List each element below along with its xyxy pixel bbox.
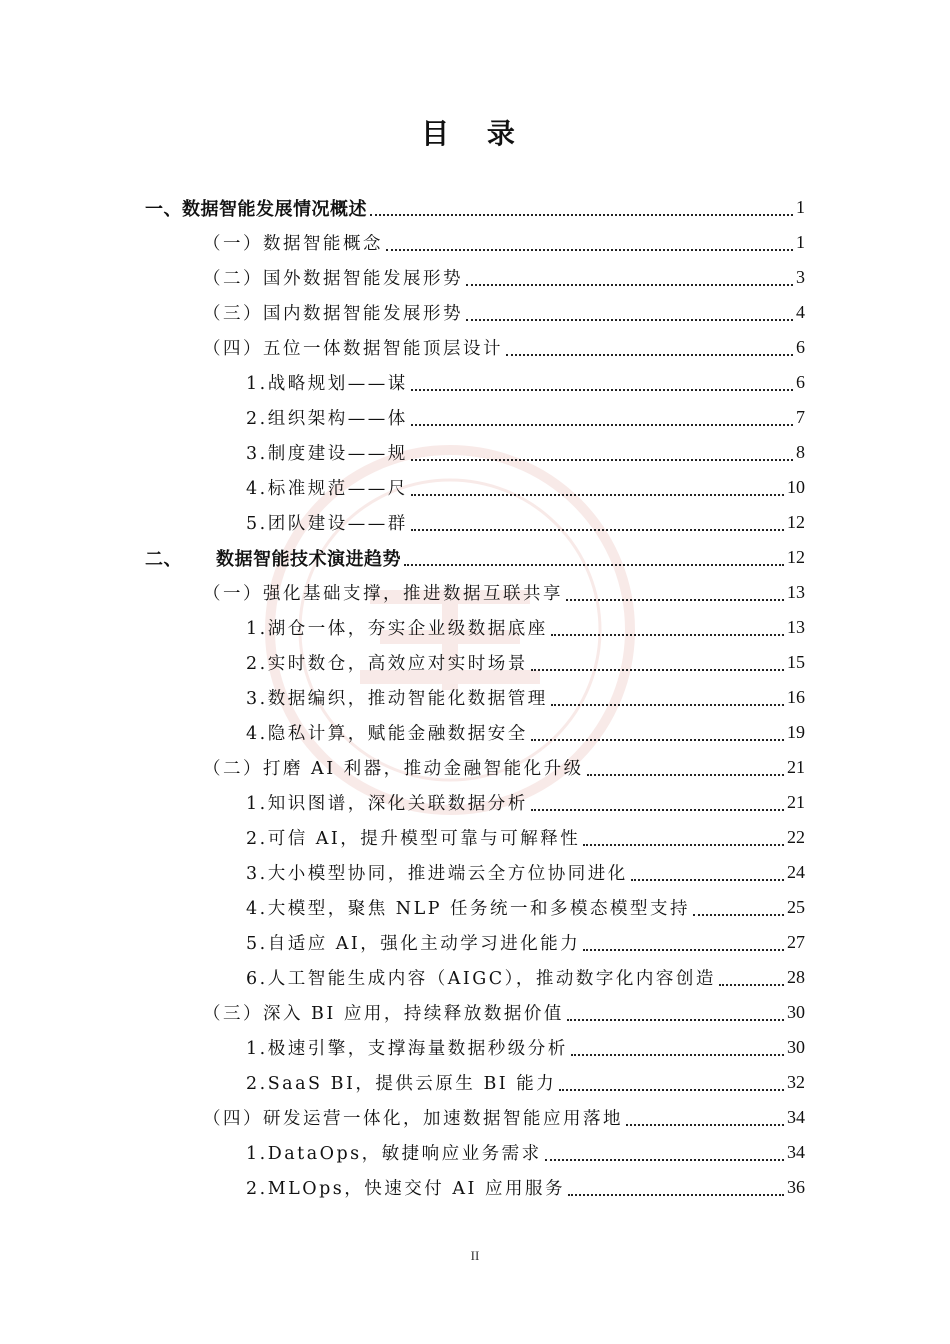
toc-entry-title: 4.标准规范——尺 xyxy=(246,479,408,499)
toc-entry[interactable] xyxy=(203,750,805,785)
toc-entry-title: 1.知识图谱，深化关联数据分析 xyxy=(246,794,528,814)
toc-entry[interactable] xyxy=(246,470,805,505)
dot-leader xyxy=(551,634,784,636)
toc-entry-title: （一）强化基础支撑，推进数据互联共享 xyxy=(203,584,563,604)
page-title: 目 录 xyxy=(421,117,529,150)
toc-entry[interactable] xyxy=(246,1030,805,1065)
toc-entry-title: 5.自适应 AI，强化主动学习进化能力 xyxy=(246,934,581,954)
toc-entry-page: 32 xyxy=(787,1072,805,1092)
dot-leader xyxy=(567,1019,784,1021)
toc-entry-page: 15 xyxy=(787,652,805,672)
toc-entry-title: 2.SaaS BI，提供云原生 BI 能力 xyxy=(246,1074,557,1094)
dot-leader xyxy=(411,494,784,496)
toc-entry-title: （四）研发运营一体化，加速数据智能应用落地 xyxy=(203,1109,623,1129)
toc-entry-page: 13 xyxy=(787,617,805,637)
toc-entry[interactable] xyxy=(203,225,805,260)
dot-leader xyxy=(411,529,784,531)
toc-entry[interactable] xyxy=(246,645,805,680)
toc-entry-title: （四）五位一体数据智能顶层设计 xyxy=(203,339,503,359)
toc-entry-title: 3.制度建设——规 xyxy=(246,444,408,464)
toc-entry-title: 6.人工智能生成内容（AIGC），推动数字化内容创造 xyxy=(246,969,716,989)
toc-entry-page: 30 xyxy=(787,1037,805,1057)
toc-entry-title: 4.大模型，聚焦 NLP 任务统一和多模态模型支持 xyxy=(246,899,691,919)
toc-entry-page: 10 xyxy=(787,477,805,497)
toc-entry-page: 13 xyxy=(787,582,805,602)
toc-entry[interactable] xyxy=(246,785,805,820)
dot-leader xyxy=(466,319,793,321)
toc-entry-page: 21 xyxy=(787,792,805,812)
toc-entry-title: 2.组织架构——体 xyxy=(246,409,408,429)
toc-entry-title: （三）深入 BI 应用，持续释放数据价值 xyxy=(203,1004,564,1024)
toc-entry-page: 25 xyxy=(787,897,805,917)
toc-entry[interactable] xyxy=(203,295,805,330)
dot-leader xyxy=(719,984,784,986)
toc-entry-page: 4 xyxy=(796,302,805,322)
toc-entry-page: 12 xyxy=(787,512,805,532)
toc-entry[interactable] xyxy=(246,960,805,995)
toc-entry-page: 34 xyxy=(787,1142,805,1162)
toc-entry-page: 34 xyxy=(787,1107,805,1127)
toc-entry[interactable] xyxy=(203,330,805,365)
toc-entry[interactable] xyxy=(246,680,805,715)
dot-leader xyxy=(506,354,793,356)
dot-leader xyxy=(404,564,784,566)
dot-leader xyxy=(545,1159,784,1161)
toc-entry[interactable] xyxy=(145,190,805,225)
toc-entry-page: 8 xyxy=(796,442,805,462)
dot-leader xyxy=(626,1124,784,1126)
dot-leader xyxy=(571,1054,784,1056)
dot-leader xyxy=(583,949,784,951)
toc-entry[interactable] xyxy=(246,855,805,890)
toc-entry-title: 1.极速引擎，支撑海量数据秒级分析 xyxy=(246,1039,568,1059)
toc-entry[interactable] xyxy=(246,1170,805,1205)
toc-entry-page: 1 xyxy=(796,232,805,252)
toc-entry[interactable] xyxy=(203,260,805,295)
dot-leader xyxy=(531,739,784,741)
toc-entry-title: 2.实时数仓，高效应对实时场景 xyxy=(246,654,528,674)
toc-entry-page: 22 xyxy=(787,827,805,847)
toc-entry-title: 3.数据编织，推动智能化数据管理 xyxy=(246,689,548,709)
toc-entry-page: 6 xyxy=(796,372,805,392)
toc-entry-page: 6 xyxy=(796,337,805,357)
dot-leader xyxy=(551,704,784,706)
toc-entry-title: 1.战略规划——谋 xyxy=(246,374,408,394)
toc-entry-title: 二、 数据智能技术演进趋势 xyxy=(145,548,401,570)
toc-entry[interactable] xyxy=(246,435,805,470)
toc-entry-title: 4.隐私计算，赋能金融数据安全 xyxy=(246,724,528,744)
toc-entry-title: 一、数据智能发展情况概述 xyxy=(145,198,367,220)
toc-entry-page: 28 xyxy=(787,967,805,987)
toc-entry[interactable] xyxy=(246,925,805,960)
dot-leader xyxy=(411,389,793,391)
dot-leader xyxy=(411,459,793,461)
toc-entry-title: 3.大小模型协同，推进端云全方位协同进化 xyxy=(246,864,628,884)
toc-entry-page: 16 xyxy=(787,687,805,707)
toc-entry[interactable] xyxy=(145,540,805,575)
toc-entry[interactable] xyxy=(203,1100,805,1135)
toc-entry-page: 21 xyxy=(787,757,805,777)
toc-entry[interactable] xyxy=(246,820,805,855)
toc-entry[interactable] xyxy=(246,365,805,400)
dot-leader xyxy=(693,914,784,916)
toc-entry-title: 1.湖仓一体，夯实企业级数据底座 xyxy=(246,619,548,639)
toc-entry-page: 30 xyxy=(787,1002,805,1022)
toc-entry[interactable] xyxy=(246,610,805,645)
toc-entry-page: 19 xyxy=(787,722,805,742)
toc-entry-title: 1.DataOps，敏捷响应业务需求 xyxy=(246,1144,542,1164)
dot-leader xyxy=(566,599,784,601)
toc-entry-title: （一）数据智能概念 xyxy=(203,234,383,254)
toc-entry[interactable] xyxy=(246,400,805,435)
toc-entry-page: 3 xyxy=(796,267,805,287)
toc-entry[interactable] xyxy=(246,1065,805,1100)
toc-entry[interactable] xyxy=(203,575,805,610)
dot-leader xyxy=(386,249,793,251)
toc-entry[interactable] xyxy=(246,1135,805,1170)
toc-entry-page: 12 xyxy=(787,547,805,567)
toc-entry-page: 7 xyxy=(796,407,805,427)
toc-entry-page: 36 xyxy=(787,1177,805,1197)
dot-leader xyxy=(370,214,793,216)
toc-entry-page: 27 xyxy=(787,932,805,952)
toc-entry[interactable] xyxy=(203,995,805,1030)
dot-leader xyxy=(568,1194,784,1196)
dot-leader xyxy=(411,424,793,426)
toc-entry-title: 2.MLOps，快速交付 AI 应用服务 xyxy=(246,1179,565,1199)
dot-leader xyxy=(587,774,784,776)
toc-entry[interactable] xyxy=(246,890,805,925)
dot-leader xyxy=(583,844,784,846)
toc-entry-title: 2.可信 AI，提升模型可靠与可解释性 xyxy=(246,829,581,849)
toc-entry-page: 1 xyxy=(796,197,805,217)
page-number: II xyxy=(470,1248,480,1263)
toc-entry[interactable] xyxy=(246,715,805,750)
toc-entry-title: （三）国内数据智能发展形势 xyxy=(203,304,463,324)
toc-entry-title: （二）打磨 AI 利器，推动金融智能化升级 xyxy=(203,759,584,779)
toc-entry-title: 5.团队建设——群 xyxy=(246,514,408,534)
toc-entry-page: 24 xyxy=(787,862,805,882)
dot-leader xyxy=(466,284,793,286)
dot-leader xyxy=(531,809,784,811)
toc-entry-title: （二）国外数据智能发展形势 xyxy=(203,269,463,289)
dot-leader xyxy=(631,879,784,881)
dot-leader xyxy=(531,669,784,671)
dot-leader xyxy=(559,1089,784,1091)
toc-entry[interactable] xyxy=(246,505,805,540)
